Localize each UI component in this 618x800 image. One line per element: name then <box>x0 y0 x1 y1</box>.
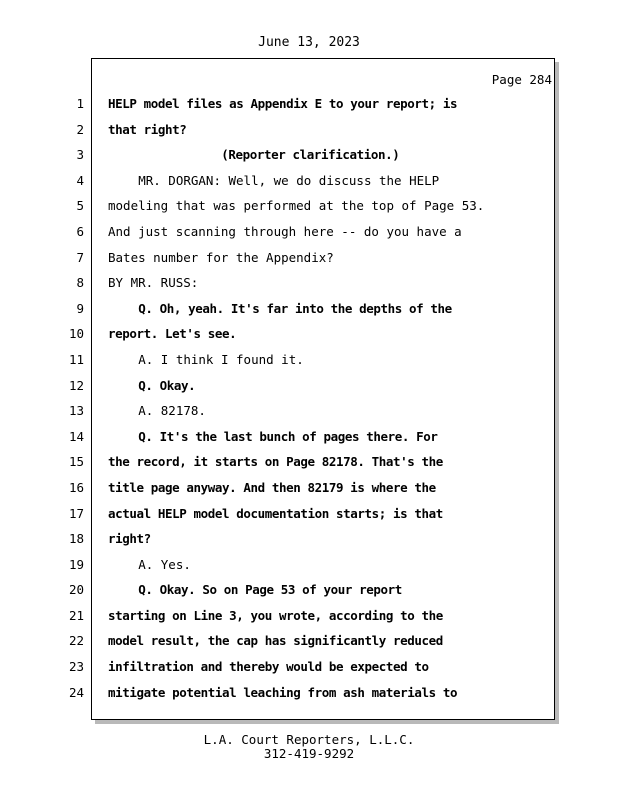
transcript-line <box>0 245 618 271</box>
line-text: Q. Okay. <box>138 377 196 393</box>
line-number: 8 <box>76 275 84 291</box>
line-text: Q. Oh, yeah. It's far into the depths of the <box>138 300 452 316</box>
transcript-line <box>0 424 618 450</box>
transcript-line <box>0 321 618 347</box>
line-text: report. Let's see. <box>108 326 237 342</box>
line-number: 1 <box>76 96 84 111</box>
line-text: HELP model files as Appendix E to your report; is <box>108 96 458 111</box>
transcript-line <box>0 296 618 322</box>
transcript-line <box>0 680 618 706</box>
line-number: 5 <box>76 198 84 214</box>
line-number: 10 <box>68 326 84 342</box>
line-number: 18 <box>68 531 84 547</box>
transcript-line <box>0 628 618 654</box>
line-number: 2 <box>76 121 84 137</box>
line-number: 12 <box>68 377 84 393</box>
footer-company: L.A. Court Reporters, L.L.C. <box>203 732 415 747</box>
transcript-line <box>0 552 618 578</box>
line-number: 23 <box>68 659 84 675</box>
line-text: Q. It's the last bunch of pages there. For <box>138 428 438 444</box>
line-text: right? <box>108 531 151 547</box>
line-number: 9 <box>76 300 84 316</box>
line-text: BY MR. RUSS: <box>108 275 199 291</box>
line-text: A. I think I found it. <box>138 351 304 367</box>
transcript-line <box>0 373 618 399</box>
line-number: 6 <box>76 223 84 239</box>
transcript-line <box>0 193 618 219</box>
line-text: Q. Okay. So on Page 53 of your report <box>138 582 402 598</box>
line-number: 13 <box>68 403 84 419</box>
line-text: that right? <box>108 121 187 137</box>
footer-phone: 312-419-9292 <box>263 746 355 761</box>
transcript-line <box>0 219 618 245</box>
transcript-line <box>0 526 618 552</box>
line-number: 7 <box>76 249 84 265</box>
line-text: (Reporter clarification.) <box>221 147 400 163</box>
transcript-line <box>0 91 618 117</box>
transcript-line <box>0 603 618 629</box>
line-text: modeling that was performed at the top of Page 53. <box>108 198 485 214</box>
line-text: actual HELP model documentation starts; is that <box>108 505 443 521</box>
transcript-lines <box>0 91 618 705</box>
line-text: Bates number for the Appendix? <box>108 249 334 265</box>
transcript-line <box>0 142 618 168</box>
line-number: 4 <box>76 172 84 188</box>
line-number: 21 <box>68 607 84 623</box>
line-number: 3 <box>76 147 84 163</box>
transcript-line <box>0 270 618 296</box>
transcript-line <box>0 449 618 475</box>
line-text: the record, it starts on Page 82178. That's the <box>108 454 443 470</box>
transcript-line <box>0 398 618 424</box>
transcript-line <box>0 475 618 501</box>
line-text: infiltration and thereby would be expected to <box>108 659 429 675</box>
line-text: mitigate potential leaching from ash materials to <box>108 684 458 700</box>
line-number: 22 <box>68 633 84 649</box>
line-number: 14 <box>68 428 84 444</box>
line-text: And just scanning through here -- do you have a <box>108 223 462 239</box>
line-text: MR. DORGAN: Well, we do discuss the HELP <box>138 172 440 188</box>
line-text: title page anyway. And then 82179 is where the <box>108 479 436 495</box>
line-number: 16 <box>68 479 84 495</box>
transcript-line <box>0 577 618 603</box>
transcript-line <box>0 168 618 194</box>
line-number: 15 <box>68 454 84 470</box>
transcript-line <box>0 501 618 527</box>
line-number: 20 <box>68 582 84 598</box>
footer <box>0 733 618 761</box>
line-number: 17 <box>68 505 84 521</box>
line-text: starting on Line 3, you wrote, according to the <box>108 607 443 623</box>
line-number: 24 <box>68 684 84 700</box>
header-date: June 13, 2023 <box>258 35 360 50</box>
page-number-label: Page 284 <box>491 72 552 87</box>
line-text: A. 82178. <box>138 403 206 419</box>
line-number: 11 <box>68 351 84 367</box>
transcript-line <box>0 347 618 373</box>
line-number: 19 <box>68 556 84 572</box>
transcript-line <box>0 654 618 680</box>
transcript-line <box>0 117 618 143</box>
line-text: A. Yes. <box>138 556 191 572</box>
line-text: model result, the cap has significantly reduced <box>108 633 443 649</box>
